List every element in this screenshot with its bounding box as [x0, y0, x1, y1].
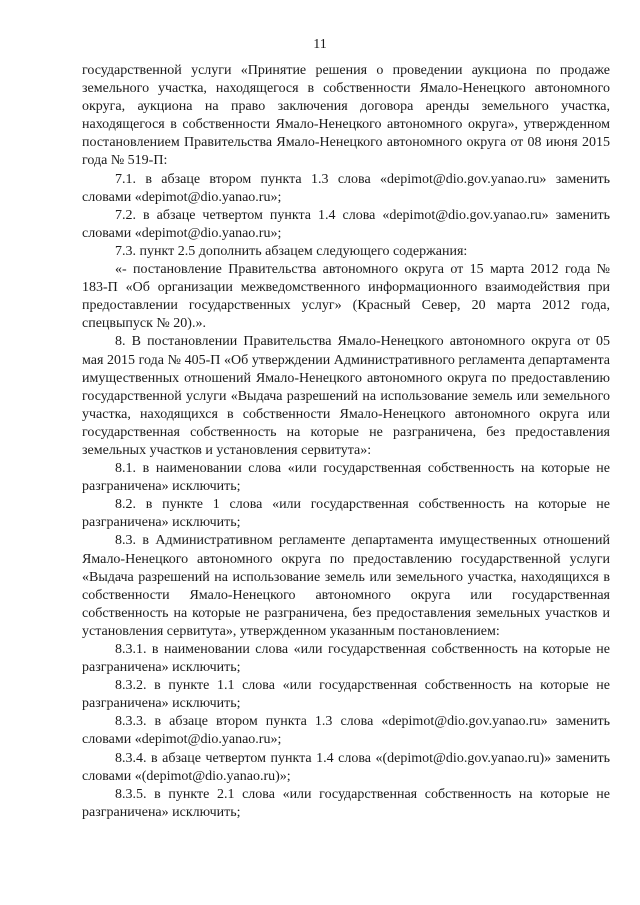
- paragraph: 7.3. пункт 2.5 дополнить абзацем следующего содержания:: [115, 243, 468, 259]
- paragraph: государственной услуги «Принятие решения о проведении аукциона по продаже земельного участка, находящегося в собственности Ямало-Ненецкого автономного округа, аукциона на право заключения договора аренды земельного участка, находящегося в собственности Ямало-Ненецкого автономного округа», утвержденном постановлением Правительства Ямало-Ненецкого автономного округа от 08 июня 2015 года № 519-П:: [82, 63, 610, 169]
- paragraph: 8. В постановлении Правительства Ямало-Ненецкого автономного округа от 05 мая 2015 года № 405-П «Об утверждении Административного регламента департамента имущественных отношений Ямало-Ненецкого автономного округа по предоставлению государственной услуги «Выдача разрешений на использование земель или земельного участка, находящихся в собственности Ямало-Ненецкого автономного округа или государственная собственность на которые не разграничена, без предоставления земельных участков и установления сервитута»:: [82, 334, 610, 458]
- paragraph: 8.3.4. в абзаце четвертом пункта 1.4 слова «(depimot@dio.gov.yanao.ru)» заменить словами «(depimot@dio.yanao.ru)»;: [82, 750, 610, 784]
- paragraph: 8.2. в пункте 1 слова «или государственная собственность на которые не разграничена» исключить;: [82, 497, 610, 531]
- paragraph: 8.3.2. в пункте 1.1 слова «или государственная собственность на которые не разграничена» исключить;: [82, 678, 610, 712]
- paragraph: 8.3.1. в наименовании слова «или государственная собственность на которые не разграничена» исключить;: [82, 642, 610, 676]
- page-number: 11: [313, 37, 327, 52]
- document-body: [82, 62, 610, 822]
- paragraph: 8.3. в Административном регламенте департамента имущественных отношений Ямало-Ненецкого автономного округа по предоставлению государственной услуги «Выдача разрешений на использование земель или земельного участка, находящихся в собственности Ямало-Ненецкого автономного округа или государственная собственность на которые не разграничена, без предоставления земельных участков и установления сервитута», утвержденном указанным постановлением:: [82, 533, 610, 639]
- paragraph: 8.1. в наименовании слова «или государственная собственность на которые не разграничена» исключить;: [82, 461, 610, 495]
- paragraph: 7.2. в абзаце четвертом пункта 1.4 слова «depimot@dio.gov.yanao.ru» заменить словами «depimot@dio.yanao.ru»;: [82, 207, 610, 241]
- paragraph: 8.3.3. в абзаце втором пункта 1.3 слова «depimot@dio.gov.yanao.ru» заменить словами «depimot@dio.yanao.ru»;: [82, 714, 610, 748]
- paragraph: 7.1. в абзаце втором пункта 1.3 слова «depimot@dio.gov.yanao.ru» заменить словами «depimot@dio.yanao.ru»;: [82, 171, 610, 205]
- paragraph: «- постановление Правительства автономного округа от 15 марта 2012 года № 183-П «Об организации межведомственного информационного взаимодействия при предоставлении государственных услуг» (Красный Север, 20 марта 2012 года, спецвыпуск № 20).».: [82, 262, 610, 332]
- paragraph: 8.3.5. в пункте 2.1 слова «или государственная собственность на которые не разграничена» исключить;: [82, 786, 610, 820]
